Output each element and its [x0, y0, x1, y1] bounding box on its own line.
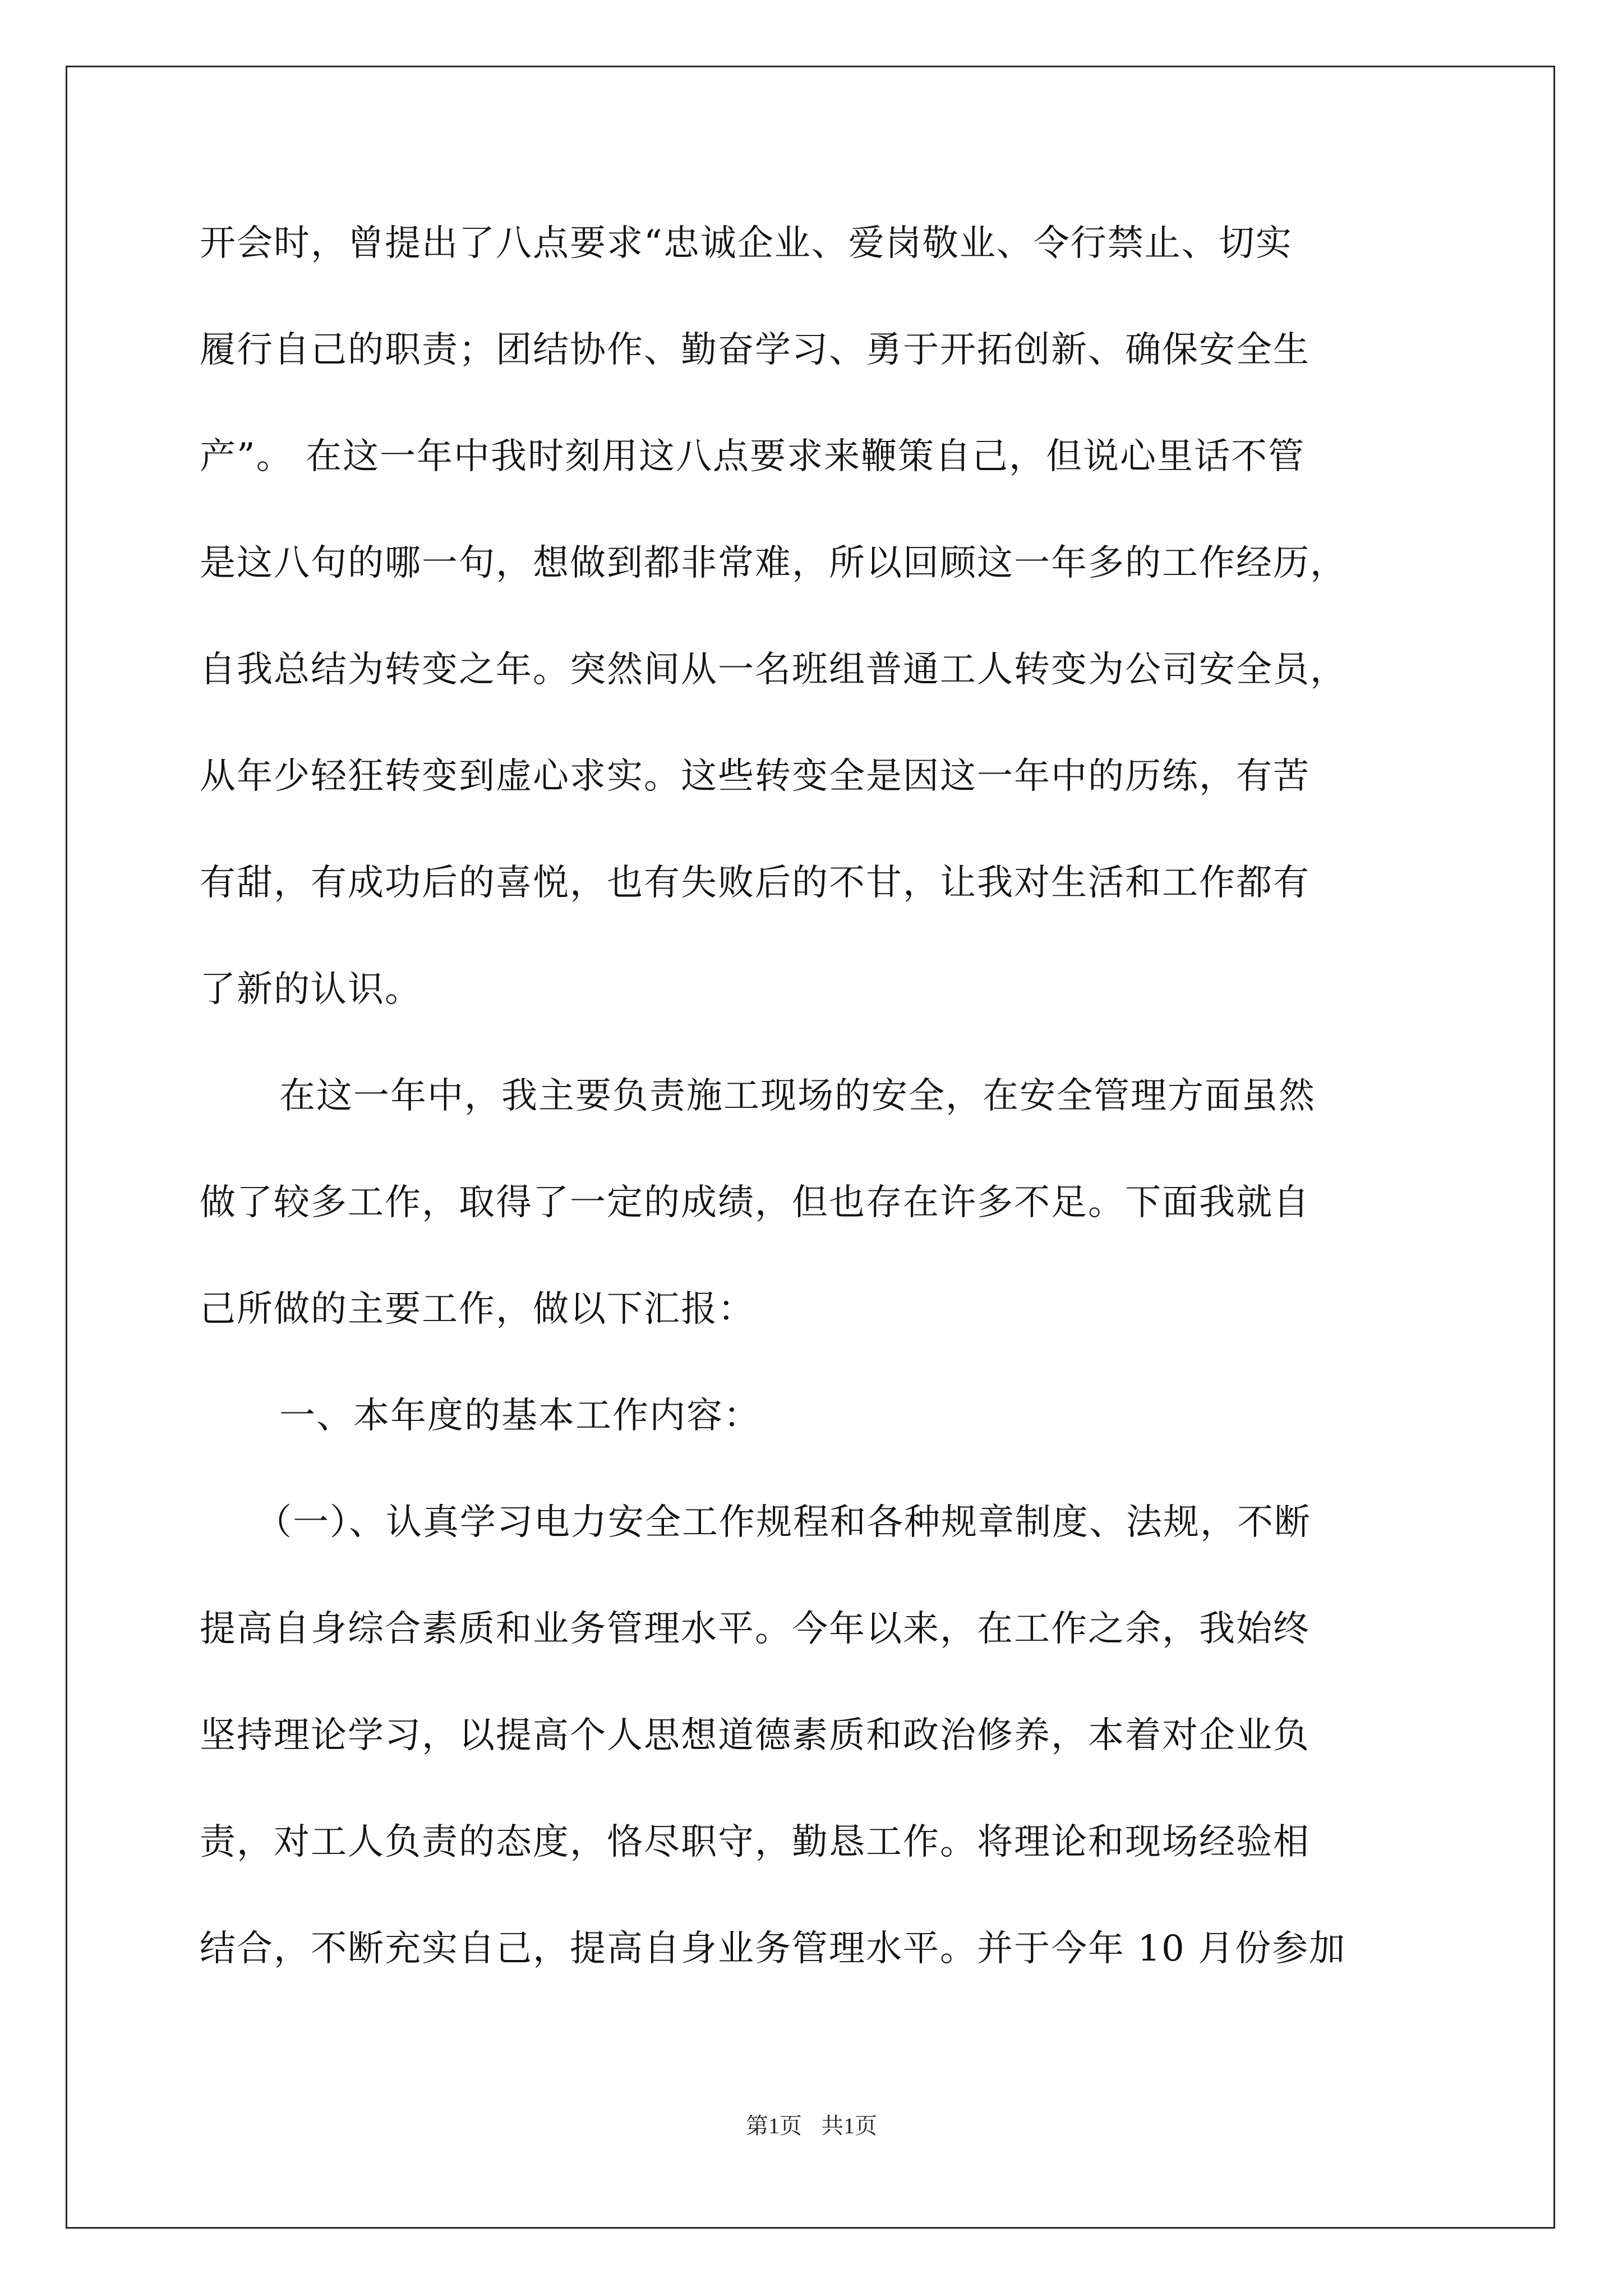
- text-line: 己所做的主要工作，做以下汇报：: [200, 1289, 755, 1330]
- text-line: 有甜，有成功后的喜悦，也有失败后的不甘，让我对生活和工作都有: [200, 862, 1310, 904]
- text-line: 履行自己的职责；团结协作、勤奋学习、勇于开拓创新、确保安全生: [200, 329, 1310, 371]
- text-line: 结合，不断充实自己，提高自身业务管理水平。并于今年 10 月份参加: [200, 1928, 1347, 1970]
- text-line: 坚持理论学习，以提高个人思想道德素质和政治修养，本着对企业负: [200, 1715, 1310, 1756]
- paragraph-first-line: 在这一年中，我主要负责施工现场的安全，在安全管理方面虽然: [279, 1075, 1316, 1117]
- text-line: 产”。 在这一年中我时刻用这八点要求来鞭策自己，但说心里话不管: [200, 436, 1306, 477]
- text-line: 做了较多工作，取得了一定的成绩，但也存在许多不足。下面我就自: [200, 1182, 1310, 1223]
- text-line: 自我总结为转变之年。突然间从一名班组普通工人转变为公司安全员，: [200, 649, 1347, 691]
- section-heading: 一、本年度的基本工作内容：: [279, 1395, 760, 1437]
- page-number: 第1页: [746, 2113, 802, 2138]
- page-footer: [0, 2112, 1623, 2140]
- text-line: 责，对工人负责的态度，恪尽职守，勤恳工作。将理论和现场经验相: [200, 1821, 1310, 1863]
- text-line: 了新的认识。: [200, 969, 422, 1010]
- text-line: 是这八句的哪一句，想做到都非常难，所以回顾这一年多的工作经历，: [200, 542, 1347, 584]
- text-line: 提高自身综合素质和业务管理水平。今年以来，在工作之余，我始终: [200, 1608, 1310, 1650]
- subsection-heading-line: （一）、认真学习电力安全工作规程和各种规章制度、法规，不断: [256, 1502, 1311, 1543]
- text-line: 从年少轻狂转变到虚心求实。这些转变全是因这一年中的历练，有苦: [200, 756, 1310, 797]
- page-total: 共1页: [821, 2113, 877, 2138]
- page-border: [66, 66, 1555, 2229]
- text-line: 开会时，曾提出了八点要求“忠诚企业、爱岗敬业、令行禁止、切实: [200, 223, 1293, 264]
